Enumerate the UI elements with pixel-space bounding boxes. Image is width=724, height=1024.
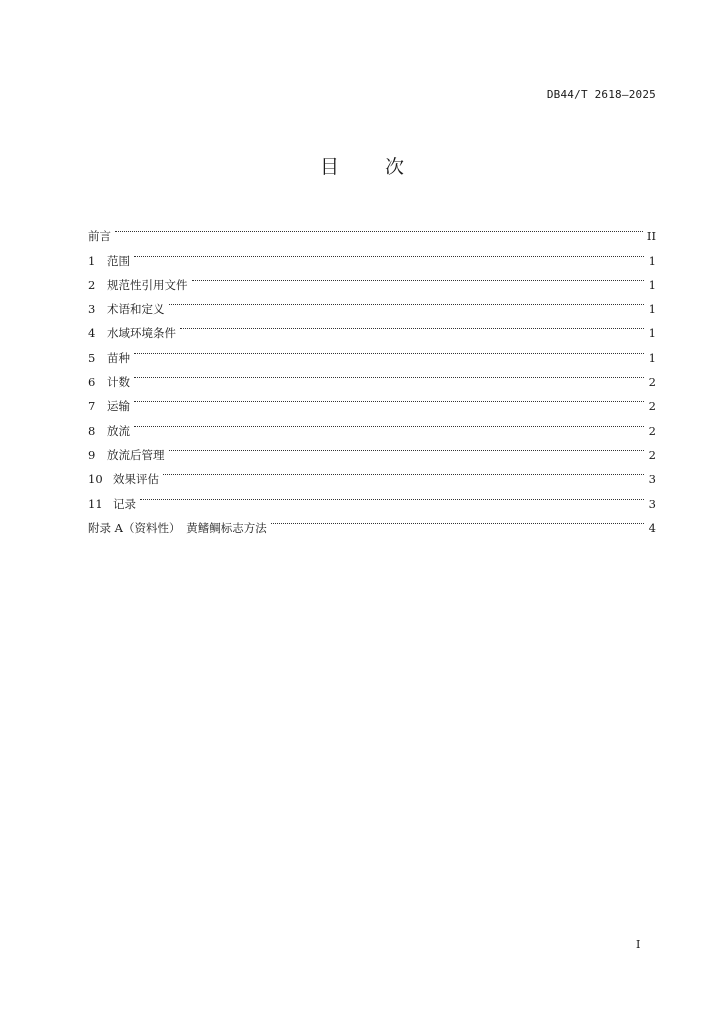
toc-entry-title: 规范性引用文件: [107, 277, 188, 292]
toc-entry-page: 1: [648, 253, 656, 268]
toc-entry-7[interactable]: [88, 386, 656, 414]
page-title: [0, 152, 724, 179]
toc-entry-page: 4: [648, 520, 656, 535]
toc-dot-leader: [134, 240, 644, 264]
toc-entry-number: 2: [88, 277, 96, 292]
toc-dot-leader: [180, 313, 644, 337]
toc-dot-leader: [115, 216, 643, 240]
toc-entry-number: 6: [88, 375, 96, 390]
toc-entry-title: 计数: [107, 375, 130, 390]
toc-entry-number: 10: [88, 472, 103, 487]
table-of-contents: [88, 216, 656, 535]
toc-entry-page: 2: [648, 423, 656, 438]
toc-dot-leader: [169, 435, 645, 459]
toc-dot-leader: [140, 483, 644, 507]
toc-entry-page: 3: [648, 472, 656, 487]
toc-entry-page: 1: [648, 350, 656, 365]
toc-entry-5[interactable]: [88, 337, 656, 365]
toc-entry-appendix-a[interactable]: [88, 508, 656, 535]
toc-entry-number: 3: [88, 302, 96, 317]
toc-entry-number: 7: [88, 399, 96, 414]
toc-entry-page: 2: [648, 399, 656, 414]
toc-entry-title: 运输: [107, 399, 130, 414]
page-title-part-1: 目: [319, 156, 339, 178]
toc-entry-title: 效果评估: [113, 472, 159, 487]
toc-entry-title: 记录: [113, 496, 136, 511]
toc-entry-foreword[interactable]: [88, 216, 656, 244]
toc-entry-page: 3: [648, 496, 656, 511]
toc-entry-title: 放流: [107, 423, 130, 438]
toc-entry-number: 4: [88, 326, 96, 341]
toc-entry-6[interactable]: [88, 362, 656, 390]
toc-dot-leader: [169, 289, 645, 313]
toc-entry-page: 1: [648, 326, 656, 341]
page-title-part-2: 次: [385, 156, 405, 178]
toc-dot-leader: [163, 459, 644, 483]
toc-dot-leader: [134, 410, 644, 434]
document-code: DB44/T 2618—2025: [546, 88, 656, 101]
toc-entry-11[interactable]: [88, 483, 656, 511]
toc-entry-3[interactable]: [88, 289, 656, 317]
toc-dot-leader: [134, 362, 644, 386]
toc-entry-4[interactable]: [88, 313, 656, 341]
toc-entry-title: 前言: [88, 229, 111, 244]
toc-entry-number: 9: [88, 447, 96, 462]
toc-entry-title: 放流后管理: [107, 447, 165, 462]
toc-entry-page: 1: [648, 277, 656, 292]
toc-entry-title: 范围: [107, 253, 130, 268]
toc-dot-leader: [134, 337, 644, 361]
toc-dot-leader: [271, 508, 644, 532]
toc-entry-title: 术语和定义: [107, 302, 165, 317]
toc-entry-2[interactable]: [88, 265, 656, 292]
toc-entry-1[interactable]: [88, 240, 656, 268]
toc-entry-page: 1: [648, 302, 656, 317]
toc-dot-leader: [192, 265, 645, 289]
toc-entry-number: 8: [88, 423, 96, 438]
toc-entry-title: 附录 A（资料性） 黄鳍鲷标志方法: [88, 520, 267, 535]
toc-entry-page: 2: [648, 447, 656, 462]
toc-entry-9[interactable]: [88, 435, 656, 462]
page-number: I: [636, 938, 641, 951]
toc-entry-title: 水域环境条件: [107, 326, 176, 341]
toc-entry-title: 苗种: [107, 350, 130, 365]
toc-entry-number: 5: [88, 350, 96, 365]
toc-entry-number: 11: [88, 496, 103, 511]
toc-entry-number: 1: [88, 253, 96, 268]
toc-entry-10[interactable]: [88, 459, 656, 487]
toc-entry-8[interactable]: [88, 410, 656, 438]
toc-entry-page: 2: [648, 375, 656, 390]
toc-dot-leader: [134, 386, 644, 410]
toc-entry-page: II: [646, 229, 656, 244]
